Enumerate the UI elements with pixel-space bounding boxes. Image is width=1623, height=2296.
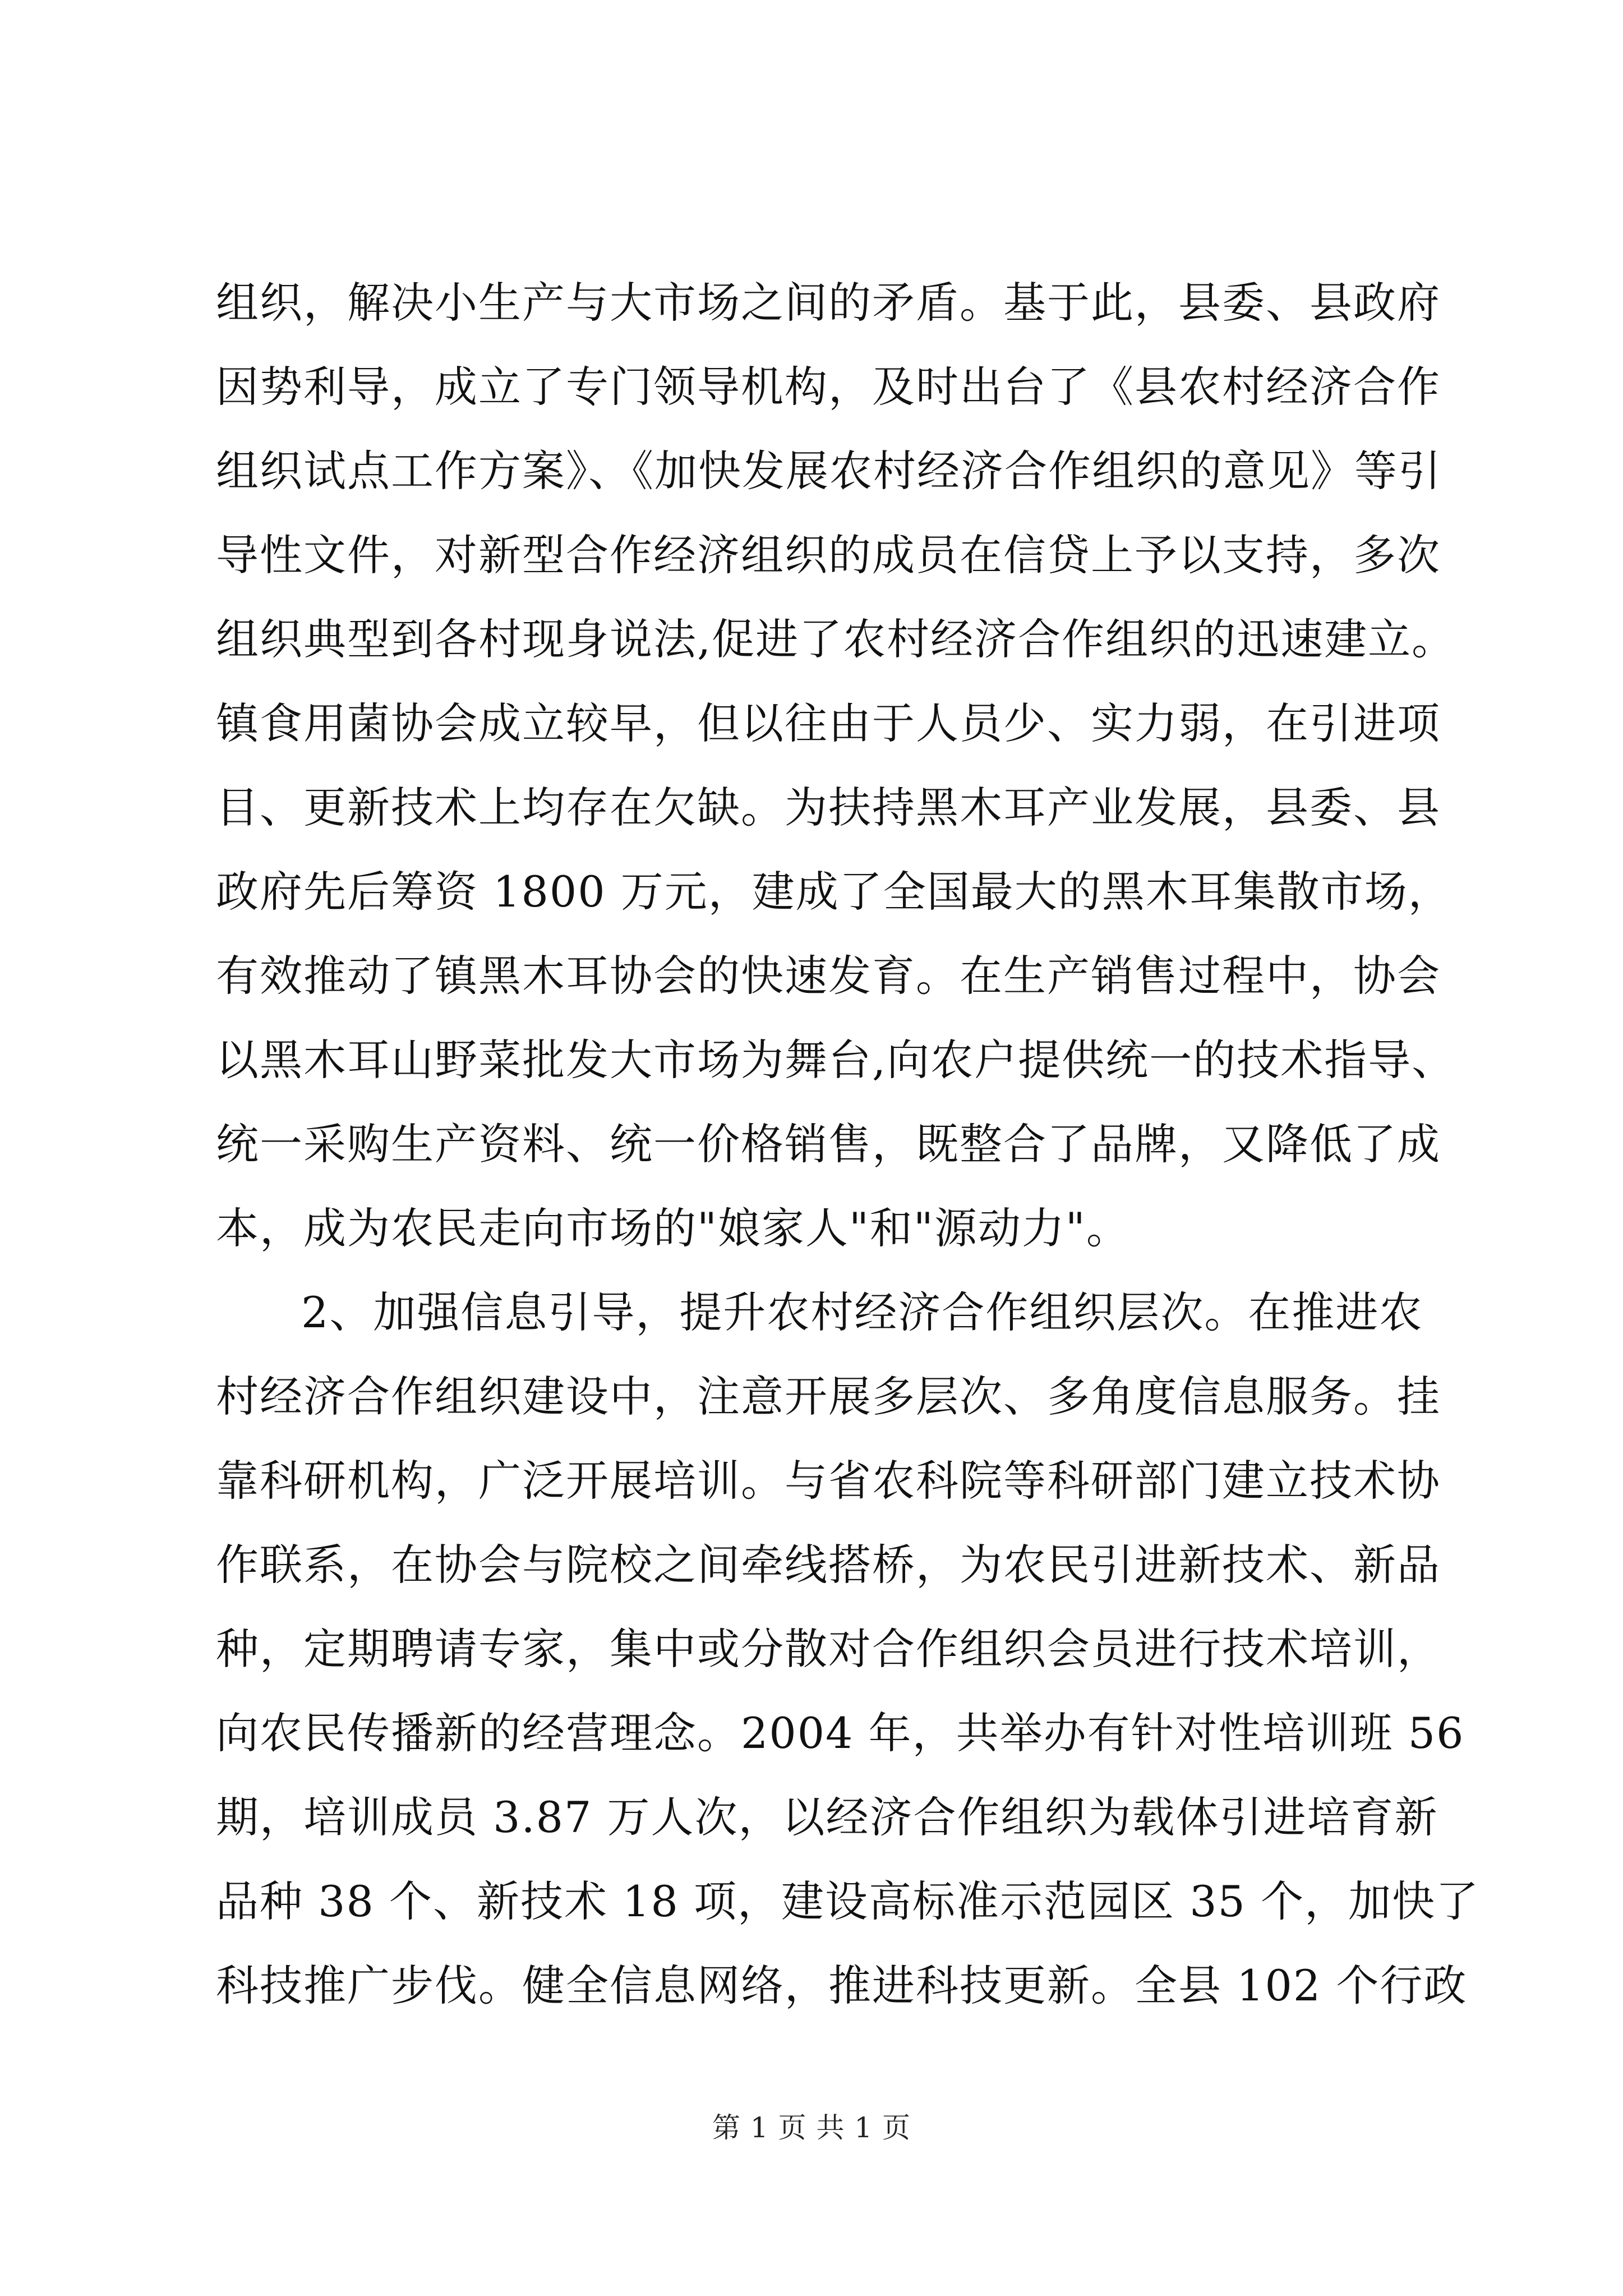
page-footer: 第 1 页 共 1 页 [712,2111,911,2144]
text-line: 科技推广步伐。健全信息网络，推进科技更新。全县 102 个行政 [216,1961,1468,2010]
text-line: 组织试点工作方案》、《加快发展农村经济合作组织的意见》等引 [216,446,1442,496]
text-line: 目、更新技术上均存在欠缺。为扶持黑木耳产业发展，县委、县 [216,783,1441,832]
text-line: 统一采购生产资料、统一价格销售，既整合了品牌，又降低了成 [216,1119,1441,1169]
text-line: 组织，解决小生产与大市场之间的矛盾。基于此，县委、县政府 [216,278,1441,328]
text-line: 镇食用菌协会成立较早，但以往由于人员少、实力弱，在引进项 [216,698,1441,748]
text-line: 政府先后筹资 1800 万元，建成了全国最大的黑木耳集散市场， [216,867,1452,917]
text-line: 有效推动了镇黑木耳协会的快速发育。在生产销售过程中，协会 [216,951,1441,1001]
text-line: 导性文件，对新型合作经济组织的成员在信贷上予以支持，多次 [216,530,1441,580]
text-line: 靠科研机构，广泛开展培训。与省农科院等科研部门建立技术协 [216,1456,1441,1506]
text-line: 向农民传播新的经营理念。2004 年，共举办有针对性培训班 56 [216,1708,1465,1758]
body-text [216,261,1480,2028]
text-line: 品种 38 个、新技术 18 项，建设高标准示范园区 35 个，加快了 [216,1876,1480,1926]
text-line: 期，培训成员 3.87 万人次，以经济合作组织为载体引进培育新 [216,1792,1438,1842]
text-line: 种，定期聘请专家，集中或分散对合作组织会员进行技术培训， [216,1624,1441,1674]
text-line: 以黑木耳山野菜批发大市场为舞台,向农户提供统一的技术指导、 [216,1035,1456,1085]
text-line: 作联系，在协会与院校之间牵线搭桥，为农民引进新技术、新品 [216,1540,1441,1590]
text-line: 因势利导，成立了专门领导机构，及时出台了《县农村经济合作 [216,362,1441,412]
paragraph-start-line: 2、加强信息引导，提升农村经济合作组织层次。在推进农 [301,1287,1423,1337]
text-line: 组织典型到各村现身说法,促进了农村经济合作组织的迅速建立。 [216,614,1456,664]
text-line: 村经济合作组织建设中，注意开展多层次、多角度信息服务。挂 [216,1372,1441,1421]
text-line: 本，成为农民走向市场的"娘家人"和"源动力"。 [216,1203,1130,1253]
